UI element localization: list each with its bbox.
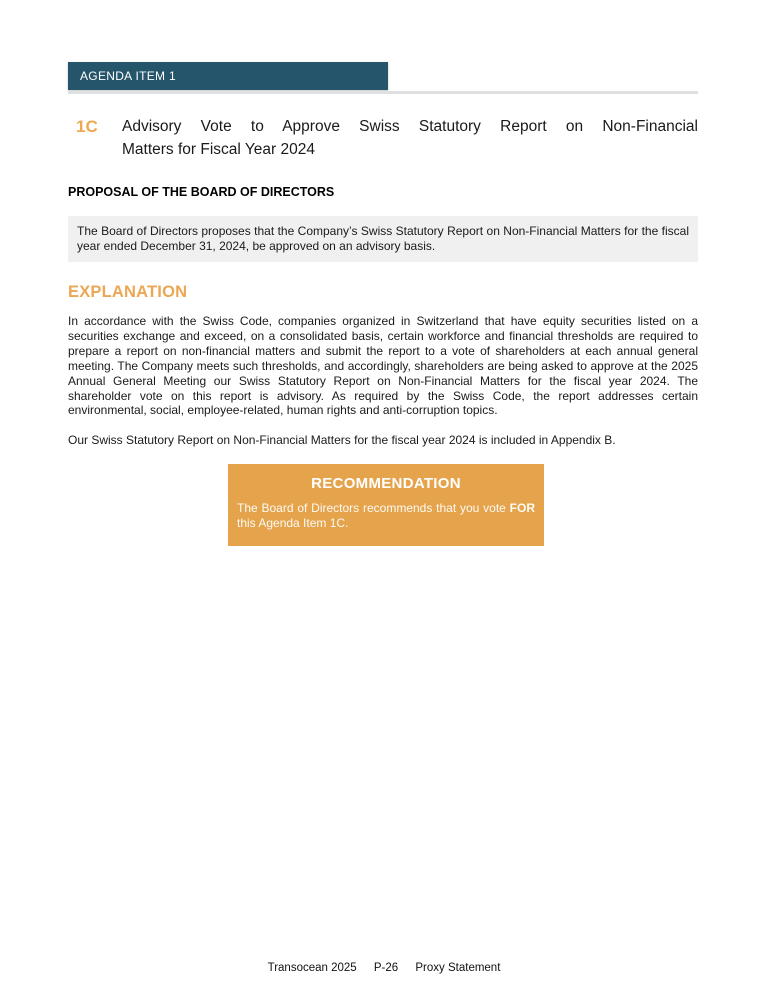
proposal-body-text: The Board of Directors proposes that the Company’s Swiss Statutory Report on Non-Financial Matters for the fiscal year ended December 31, 2024, be approved on an advisory basis. bbox=[77, 224, 689, 253]
explanation-paragraph-2: Our Swiss Statutory Report on Non-Financial Matters for the fiscal year 2024 is included in Appendix B. bbox=[68, 433, 616, 448]
agenda-item-bar bbox=[68, 62, 388, 90]
recommendation-vote-for: FOR bbox=[509, 501, 535, 516]
agenda-item-title-line2: Matters for Fiscal Year 2024 bbox=[122, 141, 315, 158]
footer-label: Proxy Statement bbox=[415, 962, 501, 974]
agenda-item-title-row bbox=[68, 115, 698, 161]
footer-company: Transocean 2025 bbox=[267, 962, 357, 974]
explanation-heading: EXPLANATION bbox=[68, 283, 188, 301]
footer-page-number: P-26 bbox=[373, 962, 399, 974]
recommendation-body-suffix: this Agenda Item 1C. bbox=[237, 516, 349, 531]
agenda-item-number: 1C bbox=[76, 117, 98, 136]
page-footer bbox=[0, 962, 768, 974]
recommendation-box bbox=[228, 464, 544, 546]
proposal-heading: PROPOSAL OF THE BOARD OF DIRECTORS bbox=[68, 185, 335, 199]
agenda-item-title-line1: Advisory Vote to Approve Swiss Statutory Report on Non-Financial bbox=[122, 118, 698, 135]
page-content bbox=[68, 0, 698, 546]
proposal-box bbox=[68, 216, 698, 262]
explanation-paragraph-1: In accordance with the Swiss Code, companies organized in Switzerland that have equity securities listed on a securities exchange and exceed, on a consolidated basis, certain workforce and financial thresholds are required to prepare a report on non-financial matters and submit the report to a vote of shareholders at each annual general meeting. The Company meets such thresholds, and accordingly, shareholders are being asked to approve at the 2025 Annual General Meeting our Swiss Statutory Report on Non-Financial Matters for the fiscal year 2024. The shareholder vote on this report is advisory. As required by the Swiss Code, the report addresses certain environmental, social, employee-related, human rights and anti-corruption topics. bbox=[68, 314, 698, 418]
recommendation-body-prefix: The Board of Directors recommends that you vote bbox=[237, 501, 510, 516]
header-underline bbox=[68, 91, 698, 94]
recommendation-body bbox=[237, 501, 535, 531]
recommendation-heading: RECOMMENDATION bbox=[311, 475, 461, 493]
agenda-item-bar-label: AGENDA ITEM 1 bbox=[80, 69, 176, 83]
agenda-item-title bbox=[122, 115, 698, 161]
agenda-header-row bbox=[68, 0, 698, 94]
